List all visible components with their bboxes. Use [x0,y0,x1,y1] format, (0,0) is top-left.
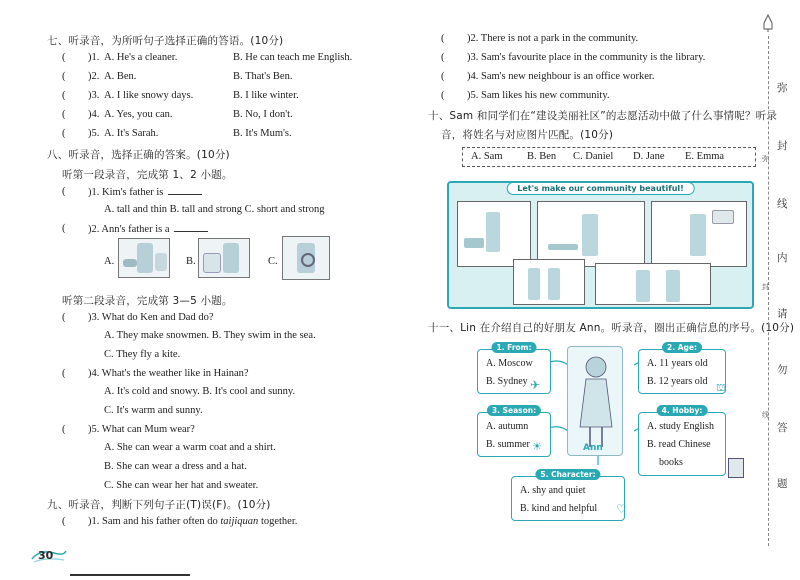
heart-icon: ♡ [616,502,627,516]
name-choice-box [462,147,756,167]
margin-small-1: 弥 [762,155,769,163]
s8-q3-options-ab: A. They make snowmen. B. They swim in the sea. [104,330,316,341]
s8-q5-option-b: B. She can wear a dress and a hat. [104,461,247,472]
s8-q3-stem: )3. What do Ken and Dad do? [88,312,214,323]
s8-part2-instruction: 听第二段录音，完成第 3—5 小题。 [62,295,233,307]
s9-q1-statement: )1. Sam and his father often do taijiquan together. [88,516,298,527]
s8-q4-options-ab: A. It's cold and snowy. B. It's cool and sunny. [104,386,296,397]
card-hobby-option-a[interactable]: A. study English [647,421,714,432]
margin-char-8: 题 [777,478,788,490]
office-worker-picture [198,238,250,278]
girl-figure-icon [568,347,624,457]
margin-char-7: 答 [777,422,788,434]
s8-q2-label-b: B. [186,256,196,267]
ann-portrait [567,346,623,456]
s8-q3-option-c: C. They fly a kite. [104,349,181,360]
answer-paren[interactable]: ( [62,71,66,82]
s7-q3-option-b: B. I like winter. [233,90,299,101]
section-7-title: 七、听录音，为所听句子选择正确的答语。(10分) [47,35,284,47]
s9-q3-statement: )3. Sam's favourite place in the community is the library. [467,52,706,63]
section-11-title: 十一、Lin 在介绍自己的好朋友 Ann。听录音，圈出正确信息的序号。(10分) [428,322,795,334]
s7-q4-number: )4. [88,109,100,120]
s8-q2-label-a: A. [104,256,115,267]
page-number: 30 [38,549,54,562]
answer-paren[interactable]: ( [62,368,66,379]
section-10-title-line1: 十、Sam 和同学们在“建设美丽社区”的志愿活动中做了什么事情呢？听录 [428,110,778,122]
fill-blank[interactable] [174,223,208,232]
answer-paren[interactable]: ( [62,128,66,139]
card-age-title: 2. Age: [662,342,702,353]
card-character-option-b[interactable]: B. kind and helpful [520,503,598,514]
answer-paren[interactable]: ( [62,52,66,63]
s7-q2-number: )2. [88,71,100,82]
answer-paren[interactable]: ( [62,109,66,120]
answer-paren[interactable]: ( [441,52,445,63]
margin-small-2: 封 [762,283,769,291]
answer-paren[interactable]: ( [441,90,445,101]
s7-q5-number: )5. [88,128,100,139]
card-hobby-option-b-cont: books [659,457,683,468]
scene-panel-4 [513,259,585,305]
margin-char-2: 封 [777,140,788,152]
book-icon [728,458,744,478]
rocket-icon [762,14,774,32]
answer-paren[interactable]: ( [441,71,445,82]
scene-panel-3 [651,201,747,267]
scene-panel-5 [595,263,711,305]
name-option-emma: E. Emma [685,151,725,162]
driver-picture [282,236,330,280]
bottom-rule [70,574,190,576]
s8-q2-label-c: C. [268,256,278,267]
sun-icon: ☀ [532,440,542,453]
scene-panel-1 [457,201,531,267]
margin-char-6: 勿 [777,364,788,376]
s7-q1-option-a: A. He's a cleaner. [104,52,178,63]
card-hobby [638,406,726,476]
airplane-icon: ✈ [530,378,541,392]
answer-paren[interactable]: ( [62,90,66,101]
card-season-option-b[interactable]: B. summer [486,439,530,450]
margin-char-4: 内 [777,252,788,264]
card-from-option-a[interactable]: A. Moscow [486,358,533,369]
name-option-jane: D. Jane [633,151,665,162]
answer-paren[interactable]: ( [62,516,66,527]
card-season-option-a[interactable]: A. autumn [486,421,529,432]
s7-q4-option-b: B. No, I don't. [233,109,293,120]
fill-blank[interactable] [168,186,202,195]
birthday-cake-icon: ⛫ [716,381,727,394]
card-age-option-b[interactable]: B. 12 years old [647,376,708,387]
scene-banner: Let's make our community beautiful! [506,182,695,195]
s7-q1-option-b: B. He can teach me English. [233,52,353,63]
section-8-title: 八、听录音，选择正确的答案。(10分) [47,149,230,161]
s9-q4-statement: )4. Sam's new neighbour is an office worker. [467,71,655,82]
card-character-option-a[interactable]: A. shy and quiet [520,485,586,496]
answer-paren[interactable]: ( [62,223,66,234]
section-9-title: 九、听录音，判断下列句子正(T)误(F)。(10分) [47,499,271,511]
s7-q3-option-a: A. I like snowy days. [104,90,194,101]
s8-q1-options: A. tall and thin B. tall and strong C. short and strong [104,204,325,215]
s9-q5-statement: )5. Sam likes his new community. [467,90,610,101]
name-option-ben: B. Ben [527,151,557,162]
card-from-option-b[interactable]: B. Sydney [486,376,528,387]
s8-q4-stem: )4. What's the weather like in Hainan? [88,368,249,379]
s8-q5-stem: )5. What can Mum wear? [88,424,195,435]
answer-paren[interactable]: ( [62,186,66,197]
s7-q3-number: )3. [88,90,100,101]
cook-picture [118,238,170,278]
answer-paren[interactable]: ( [62,424,66,435]
s8-part1-instruction: 听第一段录音，完成第 1、2 小题。 [62,169,233,181]
card-hobby-option-b[interactable]: B. read Chinese [647,439,711,450]
s7-q5-option-b: B. It's Mum's. [233,128,292,139]
answer-paren[interactable]: ( [441,33,445,44]
s7-q2-option-a: A. Ben. [104,71,137,82]
s9-q2-statement: )2. There is not a park in the community. [467,33,639,44]
s8-q2-stem: )2. Ann's father is a [88,223,208,235]
answer-paren[interactable]: ( [62,312,66,323]
s7-q1-number: )1. [88,52,100,63]
card-season-title: 3. Season: [487,405,541,416]
margin-small-3: 线 [762,411,769,419]
s8-q5-option-a: A. She can wear a warm coat and a shirt. [104,442,276,453]
ann-name-label: Ann [583,443,603,453]
s8-q5-option-c: C. She can wear her hat and sweater. [104,480,259,491]
s7-q4-option-a: A. Yes, you can. [104,109,173,120]
card-age [638,343,726,394]
margin-char-1: 弥 [777,82,788,94]
s7-q2-option-b: B. That's Ben. [233,71,293,82]
name-option-sam: A. Sam [471,151,503,162]
card-character [511,470,625,521]
s7-q5-option-a: A. It's Sarah. [104,128,159,139]
card-hobby-title: 4. Hobby: [657,405,708,416]
page-number-badge [30,547,68,565]
s8-q1-stem: )1. Kim's father is [88,186,202,198]
section-10-title-line2: 音，将姓名与对应图片匹配。(10分) [441,129,614,141]
card-age-option-a[interactable]: A. 11 years old [647,358,708,369]
margin-char-3: 线 [777,198,788,210]
name-option-daniel: C. Daniel [573,151,614,162]
card-from-title: 1. From: [492,342,537,353]
s8-q4-option-c: C. It's warm and sunny. [104,405,203,416]
community-volunteer-scene [447,181,754,309]
scene-panel-2 [537,201,645,267]
margin-char-5: 请 [777,308,788,320]
card-character-title: 5. Character: [535,469,600,480]
